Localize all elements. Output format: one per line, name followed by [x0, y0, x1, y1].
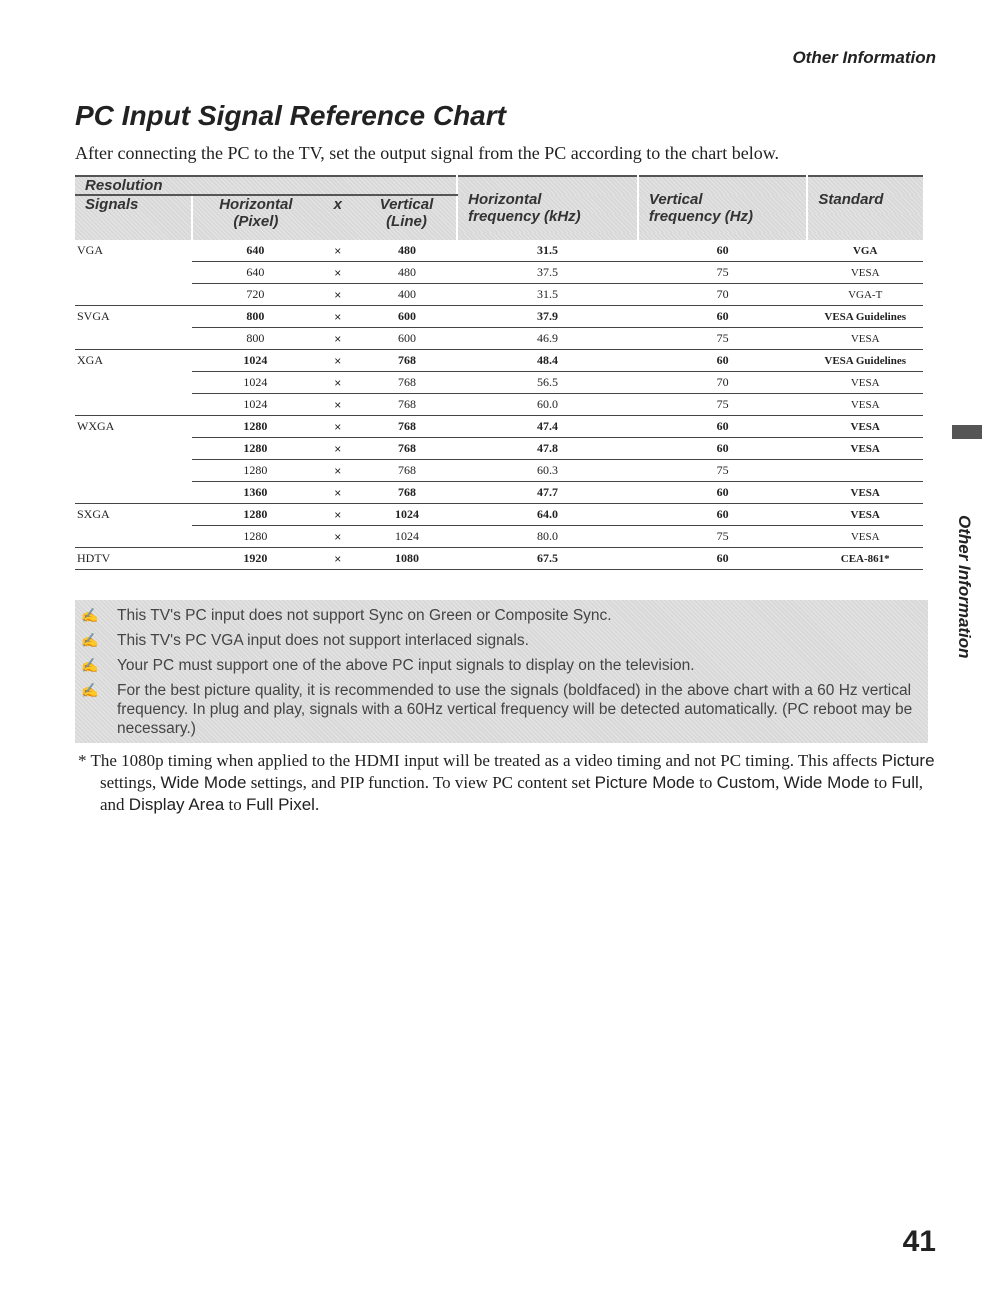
page-title: PC Input Signal Reference Chart [75, 100, 506, 131]
cell-signal [75, 394, 192, 416]
cell-std: VESA [807, 262, 923, 284]
cell-x: × [319, 438, 357, 460]
cell-x: × [319, 284, 357, 306]
cell-x: × [319, 416, 357, 438]
cell-std: VESA Guidelines [807, 350, 923, 372]
cell-std: VESA Guidelines [807, 306, 923, 328]
cell-vf: 75 [638, 328, 808, 350]
cell-std: VGA-T [807, 284, 923, 306]
cell-hf: 47.4 [457, 416, 638, 438]
note-item [79, 631, 928, 650]
cell-v: 1080 [357, 548, 457, 570]
cell-signal: HDTV [75, 548, 192, 570]
cell-v: 600 [357, 328, 457, 350]
cell-hf: 46.9 [457, 328, 638, 350]
cell-hf: 31.5 [457, 284, 638, 306]
cell-h: 1024 [192, 372, 319, 394]
note-pencil-icon: ✍ [81, 682, 99, 698]
cell-vf: 70 [638, 284, 808, 306]
table-row [75, 548, 923, 570]
header-standard: Standard [807, 176, 923, 240]
note-text: For the best picture quality, it is recommended to use the signals (boldfaced) in the above chart with a 60 Hz vertical frequency. In plug and play, signals with a 60Hz vertical frequency will be detected automatically. (PC reboot may be necessary.) [117, 682, 913, 737]
table-row [75, 262, 923, 284]
cell-h: 1280 [192, 526, 319, 548]
cell-vf: 75 [638, 526, 808, 548]
cell-v: 768 [357, 416, 457, 438]
cell-hf: 56.5 [457, 372, 638, 394]
cell-h: 640 [192, 240, 319, 262]
cell-std [807, 460, 923, 482]
cell-std: VESA [807, 482, 923, 504]
cell-std: VESA [807, 372, 923, 394]
cell-vf: 60 [638, 306, 808, 328]
table-row [75, 504, 923, 526]
table-row [75, 240, 923, 262]
cell-hf: 47.8 [457, 438, 638, 460]
header-hfreq: Horizontal frequency (kHz) [457, 176, 638, 240]
cell-signal: WXGA [77, 419, 115, 434]
table-row [75, 460, 923, 482]
cell-v: 768 [357, 460, 457, 482]
cell-signal: VGA [77, 243, 103, 258]
note-item [79, 606, 928, 625]
cell-x: × [319, 372, 357, 394]
cell-signal [75, 438, 192, 460]
cell-hf: 37.5 [457, 262, 638, 284]
table-row [75, 438, 923, 460]
cell-h: 1360 [192, 482, 319, 504]
note-pencil-icon: ✍ [81, 632, 99, 648]
note-item [79, 681, 928, 738]
footnote: * The 1080p timing when applied to the HDMI input will be treated as a video timing and not PC timing. This affects Picture settings, Wide Mode settings, and PIP function. To view PC content set Picture Mode to Custom, Wide Mode to Full, and Display Area to Full Pixel. [78, 751, 935, 814]
cell-v: 768 [357, 350, 457, 372]
cell-x: × [319, 350, 357, 372]
table-row [75, 306, 923, 328]
cell-std: VGA [807, 240, 923, 262]
cell-signal [75, 262, 192, 284]
cell-v: 600 [357, 306, 457, 328]
cell-vf: 60 [638, 482, 808, 504]
cell-x: × [319, 240, 357, 262]
section-tab-marker [952, 425, 982, 439]
cell-std: CEA-861* [807, 548, 923, 570]
cell-vf: 60 [638, 438, 808, 460]
cell-signal [75, 372, 192, 394]
cell-x: × [319, 394, 357, 416]
cell-x: × [319, 526, 357, 548]
cell-x: × [319, 262, 357, 284]
cell-hf: 31.5 [457, 240, 638, 262]
cell-vf: 70 [638, 372, 808, 394]
cell-h: 1280 [192, 504, 319, 526]
cell-h: 720 [192, 284, 319, 306]
cell-x: × [319, 328, 357, 350]
cell-signal: SVGA [77, 309, 110, 324]
note-text: This TV's PC input does not support Sync on Green or Composite Sync. [117, 607, 612, 624]
cell-v: 1024 [357, 526, 457, 548]
cell-h: 1024 [192, 350, 319, 372]
cell-hf: 67.5 [457, 548, 638, 570]
cell-hf: 48.4 [457, 350, 638, 372]
cell-signal: XGA [77, 353, 103, 368]
cell-vf: 60 [638, 416, 808, 438]
cell-v: 480 [357, 240, 457, 262]
cell-x: × [319, 504, 357, 526]
side-tab-label: Other Information [955, 515, 974, 659]
cell-h: 1024 [192, 394, 319, 416]
cell-std: VESA [807, 394, 923, 416]
cell-signal [75, 328, 192, 350]
cell-std: VESA [807, 416, 923, 438]
cell-vf: 60 [638, 350, 808, 372]
note-text: This TV's PC VGA input does not support interlaced signals. [117, 632, 529, 649]
cell-std: VESA [807, 328, 923, 350]
cell-vf: 75 [638, 460, 808, 482]
table-row [75, 526, 923, 548]
note-pencil-icon: ✍ [81, 607, 99, 623]
notes-box [75, 600, 928, 743]
table-row [75, 350, 923, 372]
cell-vf: 75 [638, 262, 808, 284]
cell-signal [75, 526, 192, 548]
signal-table [75, 175, 923, 570]
running-header: Other Information [792, 48, 936, 67]
note-text: Your PC must support one of the above PC input signals to display on the television. [117, 657, 695, 674]
cell-hf: 80.0 [457, 526, 638, 548]
page-number: 41 [902, 1225, 936, 1258]
table-row [75, 482, 923, 504]
cell-x: × [319, 306, 357, 328]
cell-h: 800 [192, 306, 319, 328]
cell-signal [75, 284, 192, 306]
table-row [75, 394, 923, 416]
cell-v: 1024 [357, 504, 457, 526]
cell-h: 640 [192, 262, 319, 284]
cell-signal [75, 460, 192, 482]
cell-vf: 60 [638, 548, 808, 570]
header-vertical: Vertical (Line) [357, 195, 457, 240]
note-item [79, 656, 928, 675]
cell-x: × [319, 460, 357, 482]
cell-hf: 47.7 [457, 482, 638, 504]
header-signals: Signals [75, 195, 192, 240]
table-row [75, 328, 923, 350]
note-pencil-icon: ✍ [81, 657, 99, 673]
cell-v: 768 [357, 438, 457, 460]
header-horizontal: Horizontal (Pixel) [219, 196, 293, 230]
cell-v: 480 [357, 262, 457, 284]
cell-vf: 60 [638, 240, 808, 262]
cell-hf: 60.0 [457, 394, 638, 416]
cell-hf: 60.3 [457, 460, 638, 482]
cell-v: 768 [357, 394, 457, 416]
cell-x: × [319, 548, 357, 570]
cell-h: 1280 [192, 438, 319, 460]
cell-std: VESA [807, 438, 923, 460]
table-row [75, 372, 923, 394]
cell-std: VESA [807, 526, 923, 548]
cell-h: 1920 [192, 548, 319, 570]
table-row [75, 416, 923, 438]
header-resolution: Resolution [75, 176, 457, 195]
header-x: x [333, 196, 342, 213]
cell-signal: SXGA [77, 507, 110, 522]
header-vfreq: Vertical frequency (Hz) [638, 176, 808, 240]
cell-v: 400 [357, 284, 457, 306]
cell-h: 1280 [192, 416, 319, 438]
cell-std: VESA [807, 504, 923, 526]
cell-h: 800 [192, 328, 319, 350]
table-row [75, 284, 923, 306]
cell-hf: 64.0 [457, 504, 638, 526]
cell-vf: 75 [638, 394, 808, 416]
cell-v: 768 [357, 372, 457, 394]
cell-signal [75, 482, 192, 504]
cell-h: 1280 [192, 460, 319, 482]
cell-x: × [319, 482, 357, 504]
cell-vf: 60 [638, 504, 808, 526]
cell-hf: 37.9 [457, 306, 638, 328]
intro-text: After connecting the PC to the TV, set the output signal from the PC according to the chart below. [75, 143, 780, 163]
cell-v: 768 [357, 482, 457, 504]
